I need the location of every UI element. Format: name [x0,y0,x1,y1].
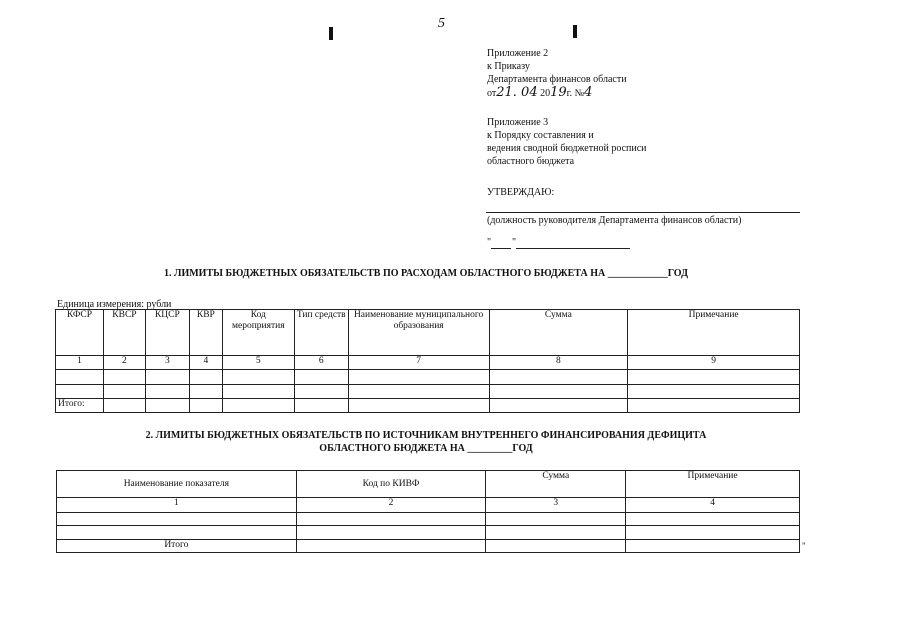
table-row [56,370,800,385]
col-number-5: 5 [222,356,294,370]
header-kfsr: КФСР [56,310,104,356]
date-month-line [516,248,630,249]
header-kcsr: КЦСР [145,310,189,356]
col-number-7: 7 [348,356,489,370]
table-cell[interactable] [489,385,628,399]
table-cell[interactable] [296,526,486,540]
table-row [57,526,800,540]
table2-total-row [57,540,800,553]
closing-quote: " [802,541,806,551]
date-day-line [491,248,511,249]
date-day-handwritten: 21. 04 [496,85,538,100]
table-cell[interactable] [145,370,189,385]
table-cell[interactable] [486,526,626,540]
table-cell[interactable] [56,385,104,399]
header-sum: Сумма [486,471,626,498]
col-number-3: 3 [145,356,189,370]
appendix2-date-line [487,86,592,100]
appendix3-line4: областного бюджета [487,156,575,167]
date-number-prefix: г. № [566,88,585,99]
unit-caption: Единица измерения: рубли [57,299,172,310]
table1-total-label: Итого: [56,399,104,413]
table-cell[interactable] [294,370,348,385]
position-caption: (должность руководителя Департамента финансов области) [487,215,742,226]
date-year-handwritten: 19 [550,85,567,100]
header-fund-type: Тип средств [294,310,348,356]
table-cell[interactable] [222,385,294,399]
appendix3-line3: ведения сводной бюджетной росписи [487,143,647,154]
table-cell[interactable] [489,370,628,385]
table-cell[interactable] [296,513,486,526]
table-cell[interactable] [145,399,189,413]
table-cell[interactable] [348,385,489,399]
appendix3-line2: к Порядку составления и [487,130,594,141]
table-cell[interactable] [103,399,145,413]
table-cell[interactable] [628,399,800,413]
header-municipality-name: Наименование муниципального образования [348,310,489,356]
header-kivf-code: Код по КИВФ [296,471,486,498]
table-cell[interactable] [57,526,297,540]
limits-sources-table [56,470,800,553]
table-cell[interactable] [348,370,489,385]
table-cell[interactable] [628,370,800,385]
section2-title-line1: 2. ЛИМИТЫ БЮДЖЕТНЫХ ОБЯЗАТЕЛЬСТВ ПО ИСТОЧНИКАМ ВНУТРЕННЕГО ФИНАНСИРОВАНИЯ ДЕФИЦИТА [145,430,707,441]
binding-mark-right [573,25,577,38]
table-cell[interactable] [103,370,145,385]
table-cell[interactable] [145,385,189,399]
position-signature-line [486,212,800,213]
table-cell[interactable] [57,513,297,526]
table-cell[interactable] [189,399,222,413]
col-number-4: 4 [626,498,800,513]
date-quote-open: " [487,237,492,248]
table-cell[interactable] [103,385,145,399]
table-cell[interactable] [486,513,626,526]
header-note: Примечание [626,471,800,498]
table2-total-label: Итого [57,540,297,553]
appendix2-line1: Приложение 2 [487,48,549,59]
table-cell[interactable] [348,399,489,413]
col-number-1: 1 [57,498,297,513]
table-cell[interactable] [626,540,800,553]
table-row [56,385,800,399]
limits-expenses-table [55,309,800,413]
header-sum: Сумма [489,310,628,356]
date-number-handwritten: 4 [584,85,593,100]
table-cell[interactable] [489,399,628,413]
date-year-prefix: 20 [540,88,551,99]
table-cell[interactable] [626,526,800,540]
appendix2-line3: Департамента финансов области [487,74,627,85]
col-number-6: 6 [294,356,348,370]
table1-total-row [56,399,800,413]
table1-number-row [56,356,800,370]
col-number-2: 2 [103,356,145,370]
col-number-8: 8 [489,356,628,370]
header-kvsr: КВСР [103,310,145,356]
col-number-9: 9 [628,356,800,370]
col-number-4: 4 [189,356,222,370]
header-note: Примечание [628,310,800,356]
page-number: 5 [438,16,445,31]
table-cell[interactable] [222,370,294,385]
appendix3-line1: Приложение 3 [487,117,549,128]
table-cell[interactable] [296,540,486,553]
appendix2-line2: к Приказу [487,61,530,72]
table-cell[interactable] [189,370,222,385]
table-cell[interactable] [294,385,348,399]
table-cell[interactable] [189,385,222,399]
date-prefix: от [487,88,497,99]
binding-mark-left [329,27,333,40]
approve-label: УТВЕРЖДАЮ: [487,187,555,198]
col-number-1: 1 [56,356,104,370]
table-cell[interactable] [626,513,800,526]
header-kvr: КВР [189,310,222,356]
table-row [57,513,800,526]
table-cell[interactable] [294,399,348,413]
col-number-3: 3 [486,498,626,513]
table2-number-row [57,498,800,513]
date-quote-close: " [512,237,517,248]
table-cell[interactable] [56,370,104,385]
col-number-2: 2 [296,498,486,513]
section2-title-line2: ОБЛАСТНОГО БЮДЖЕТА НА _________ГОД [319,443,533,454]
section1-title: 1. ЛИМИТЫ БЮДЖЕТНЫХ ОБЯЗАТЕЛЬСТВ ПО РАСХОДАМ ОБЛАСТНОГО БЮДЖЕТА НА ____________ГОД [164,268,688,279]
table-cell[interactable] [222,399,294,413]
table-cell[interactable] [486,540,626,553]
header-event-code: Код мероприятия [222,310,294,356]
table1-header-row [56,310,800,356]
table2-header-row [57,471,800,498]
header-indicator-name: Наименование показателя [57,471,297,498]
table-cell[interactable] [628,385,800,399]
